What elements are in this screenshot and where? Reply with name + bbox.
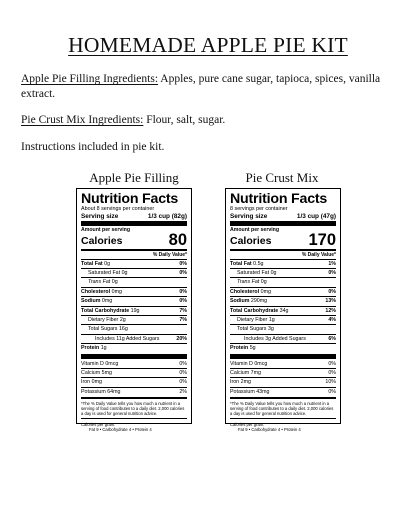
calories-per-gram-values: Fat 9 • Carbohydrate 4 • Protein 4 — [89, 426, 152, 432]
vitamin-row: Vitamin D 0mcg 0% — [81, 360, 187, 367]
serving-size-label: Serving size — [230, 212, 268, 220]
calories-per-gram: Calories per gram: — [81, 421, 116, 427]
vitamin-row: Potassium 43mg 0% — [230, 388, 336, 395]
servings-per-container: About 8 servings per container — [81, 206, 155, 212]
nutrient-row: Protein 1g — [81, 343, 187, 352]
calories-row — [81, 233, 187, 248]
nutrient-row: Cholesterol 0mg 0% — [230, 288, 336, 295]
divider-medium — [230, 397, 336, 400]
daily-value-footnote: *The % Daily Value tells you how much a nutrient in a serving of food contributes to a daily diet. 2,000 calories a day is used for general nutrition advice. — [230, 401, 334, 417]
nutrient-row: Dietary Fiber 1g 4% — [230, 315, 336, 324]
serving-size-value: 1/3 cup (47g) — [296, 212, 336, 220]
filling-ingredients-heading: Apple Pie Filling Ingredients: — [21, 73, 159, 85]
nutrient-row: Trans Fat 0g — [81, 277, 187, 286]
instructions-note: Instructions included in pie kit. — [21, 141, 165, 153]
vitamin-row: Calcium 5mg 0% — [81, 370, 187, 377]
nutrient-row: Saturated Fat 0g 0% — [230, 268, 336, 277]
nutrient-row: Total Carbohydrate 19g 7% — [81, 307, 187, 314]
nutrient-row: Total Fat 0.5g 1% — [230, 260, 336, 267]
vitamin-row: Iron 0mg 0% — [81, 379, 187, 386]
nutrient-row: Saturated Fat 0g 0% — [81, 268, 187, 277]
divider-thick — [81, 354, 187, 359]
nutrient-row: Trans Fat 0g — [230, 277, 336, 286]
amount-per-serving: Amount per serving — [230, 227, 280, 234]
crust-ingredients-heading: Pie Crust Mix Ingredients: — [21, 114, 144, 126]
divider-thick — [230, 221, 336, 226]
nutrient-row: Total Sugars 16g — [81, 324, 187, 333]
vitamin-row: Vitamin D 0mcg 0% — [230, 360, 336, 367]
divider-thick — [230, 354, 336, 359]
calories-value: 80 — [168, 231, 187, 250]
divider-medium — [81, 397, 187, 400]
vitamin-row: Potassium 64mg 2% — [81, 388, 187, 395]
serving-size-row — [230, 213, 336, 221]
page-title: HOMEMADE APPLE PIE KIT — [68, 33, 348, 57]
nutrient-row: Total Carbohydrate 34g 12% — [230, 307, 336, 314]
nutrient-row: Total Sugars 3g — [230, 324, 336, 333]
calories-label: Calories — [81, 235, 123, 248]
nutrient-row: Sodium 290mg 13% — [230, 298, 336, 305]
crust-ingredients-text: Flour, salt, sugar. — [143, 114, 226, 126]
calories-label: Calories — [230, 235, 272, 248]
calories-per-gram: Calories per gram: — [230, 421, 265, 427]
nutrient-row: Includes 3g Added Sugars 6% — [230, 334, 336, 343]
daily-value-header: % Daily Value* — [152, 251, 187, 258]
nutrition-facts-heading: Nutrition Facts — [230, 191, 328, 207]
daily-value-header: % Daily Value* — [301, 251, 336, 258]
servings-per-container: 8 servings per container — [230, 206, 288, 212]
serving-size-row — [81, 213, 187, 221]
divider-thin — [230, 418, 336, 419]
vitamin-row: Iron 2mg 10% — [230, 379, 336, 386]
nutrient-row: Dietary Fiber 2g 7% — [81, 315, 187, 324]
nutrition-label-crust — [225, 188, 341, 432]
nutrient-row: Cholesterol 0mg 0% — [81, 288, 187, 295]
filling-ingredients — [21, 72, 401, 102]
calories-per-gram-values: Fat 9 • Carbohydrate 4 • Protein 4 — [238, 426, 301, 432]
calories-value: 170 — [308, 231, 336, 250]
crust-label-title: Pie Crust Mix — [245, 170, 319, 185]
serving-size-label: Serving size — [81, 212, 119, 220]
nutrition-label-filling — [76, 188, 192, 432]
nutrient-row: Sodium 0mg 0% — [81, 298, 187, 305]
calories-row — [230, 233, 336, 248]
amount-per-serving: Amount per serving — [81, 227, 131, 234]
divider-thick — [81, 221, 187, 226]
nutrition-facts-heading: Nutrition Facts — [81, 191, 179, 207]
daily-value-footnote: *The % Daily Value tells you how much a nutrient in a serving of food contributes to a daily diet. 2,000 calories a day is used for general nutrition advice. — [81, 401, 185, 417]
nutrient-row: Total Fat 0g 0% — [81, 260, 187, 267]
filling-ingredients-text: Apples, pure cane sugar, tapioca, spices, vanilla extract. — [21, 73, 381, 100]
filling-label-title: Apple Pie Filling — [89, 170, 179, 185]
nutrient-row: Protein 5g — [230, 343, 336, 352]
serving-size-value: 1/3 cup (82g) — [147, 212, 187, 220]
vitamin-row: Calcium 7mg 0% — [230, 370, 336, 377]
divider-thin — [81, 418, 187, 419]
crust-ingredients — [21, 113, 401, 128]
nutrient-row: Includes 11g Added Sugars 20% — [81, 334, 187, 343]
